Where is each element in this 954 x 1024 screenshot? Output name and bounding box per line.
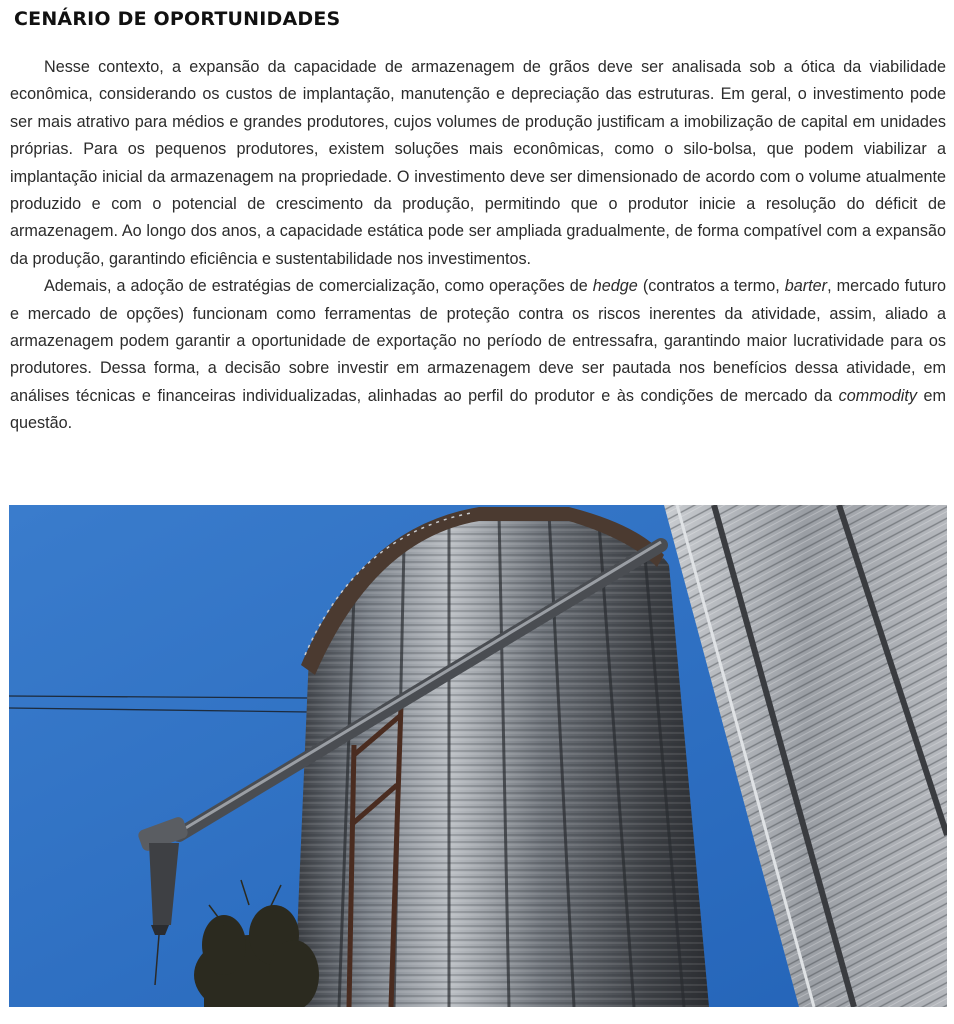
body-text xyxy=(10,54,946,438)
silo-illustration xyxy=(9,505,947,1007)
section-title: CENÁRIO DE OPORTUNIDADES xyxy=(14,8,341,30)
paragraph-1-text: Nesse contexto, a expansão da capacidade de armazenagem de grãos deve ser analisada sob a ótica da viabilidade econômica, considerando os custos de implantação, manutenção e depreciação das estruturas. Em geral, o investimento pode ser mais atrativo para médios e grandes produtores, cujos volumes de produção justificam a imobilização de capital em unidades próprias. Para os pequenos produtores, existem soluções mais econômicas, como o silo-bolsa, que podem viabilizar a implantação inicial da armazenagem na propriedade. O investimento deve ser dimensionado de acordo com o volume atualmente produzido e com o potencial de crescimento da produção, permitindo que o produtor inicie a resolução do déficit de armazenagem. Ao longo dos anos, a capacidade estática pode ser ampliada gradualmente, de forma compatível com a expansão da produção, garantindo eficiência e sustentabilidade nos investimentos. xyxy=(10,58,946,268)
term-hedge: hedge xyxy=(592,277,638,296)
paragraph-2 xyxy=(10,273,946,437)
term-commodity: commodity xyxy=(838,386,917,405)
paragraph-2-text-b: (contratos a termo, xyxy=(637,277,785,296)
paragraph-2-text-c: , mercado futuro e mercado de opções) funcionam como ferramentas de proteção contra os riscos inerentes da atividade, assim, aliado a armazenagem podem garantir a oportunidade de exportação no período de entressafra, garantindo maior lucratividade para os produtores. Dessa forma, a decisão sobre investir em armazenagem deve ser pautada nos benefícios dessa atividade, em análises técnicas e financeiras individualizadas, alinhadas ao perfil do produtor e às condições de mercado da xyxy=(10,277,947,405)
paragraph-2-text-d: em questão. xyxy=(10,386,946,433)
paragraph-1 xyxy=(10,54,946,273)
term-barter: barter xyxy=(784,277,828,296)
grain-silo-photo xyxy=(9,505,947,1007)
paragraph-2-text-a: Ademais, a adoção de estratégias de comercialização, como operações de xyxy=(44,277,593,296)
